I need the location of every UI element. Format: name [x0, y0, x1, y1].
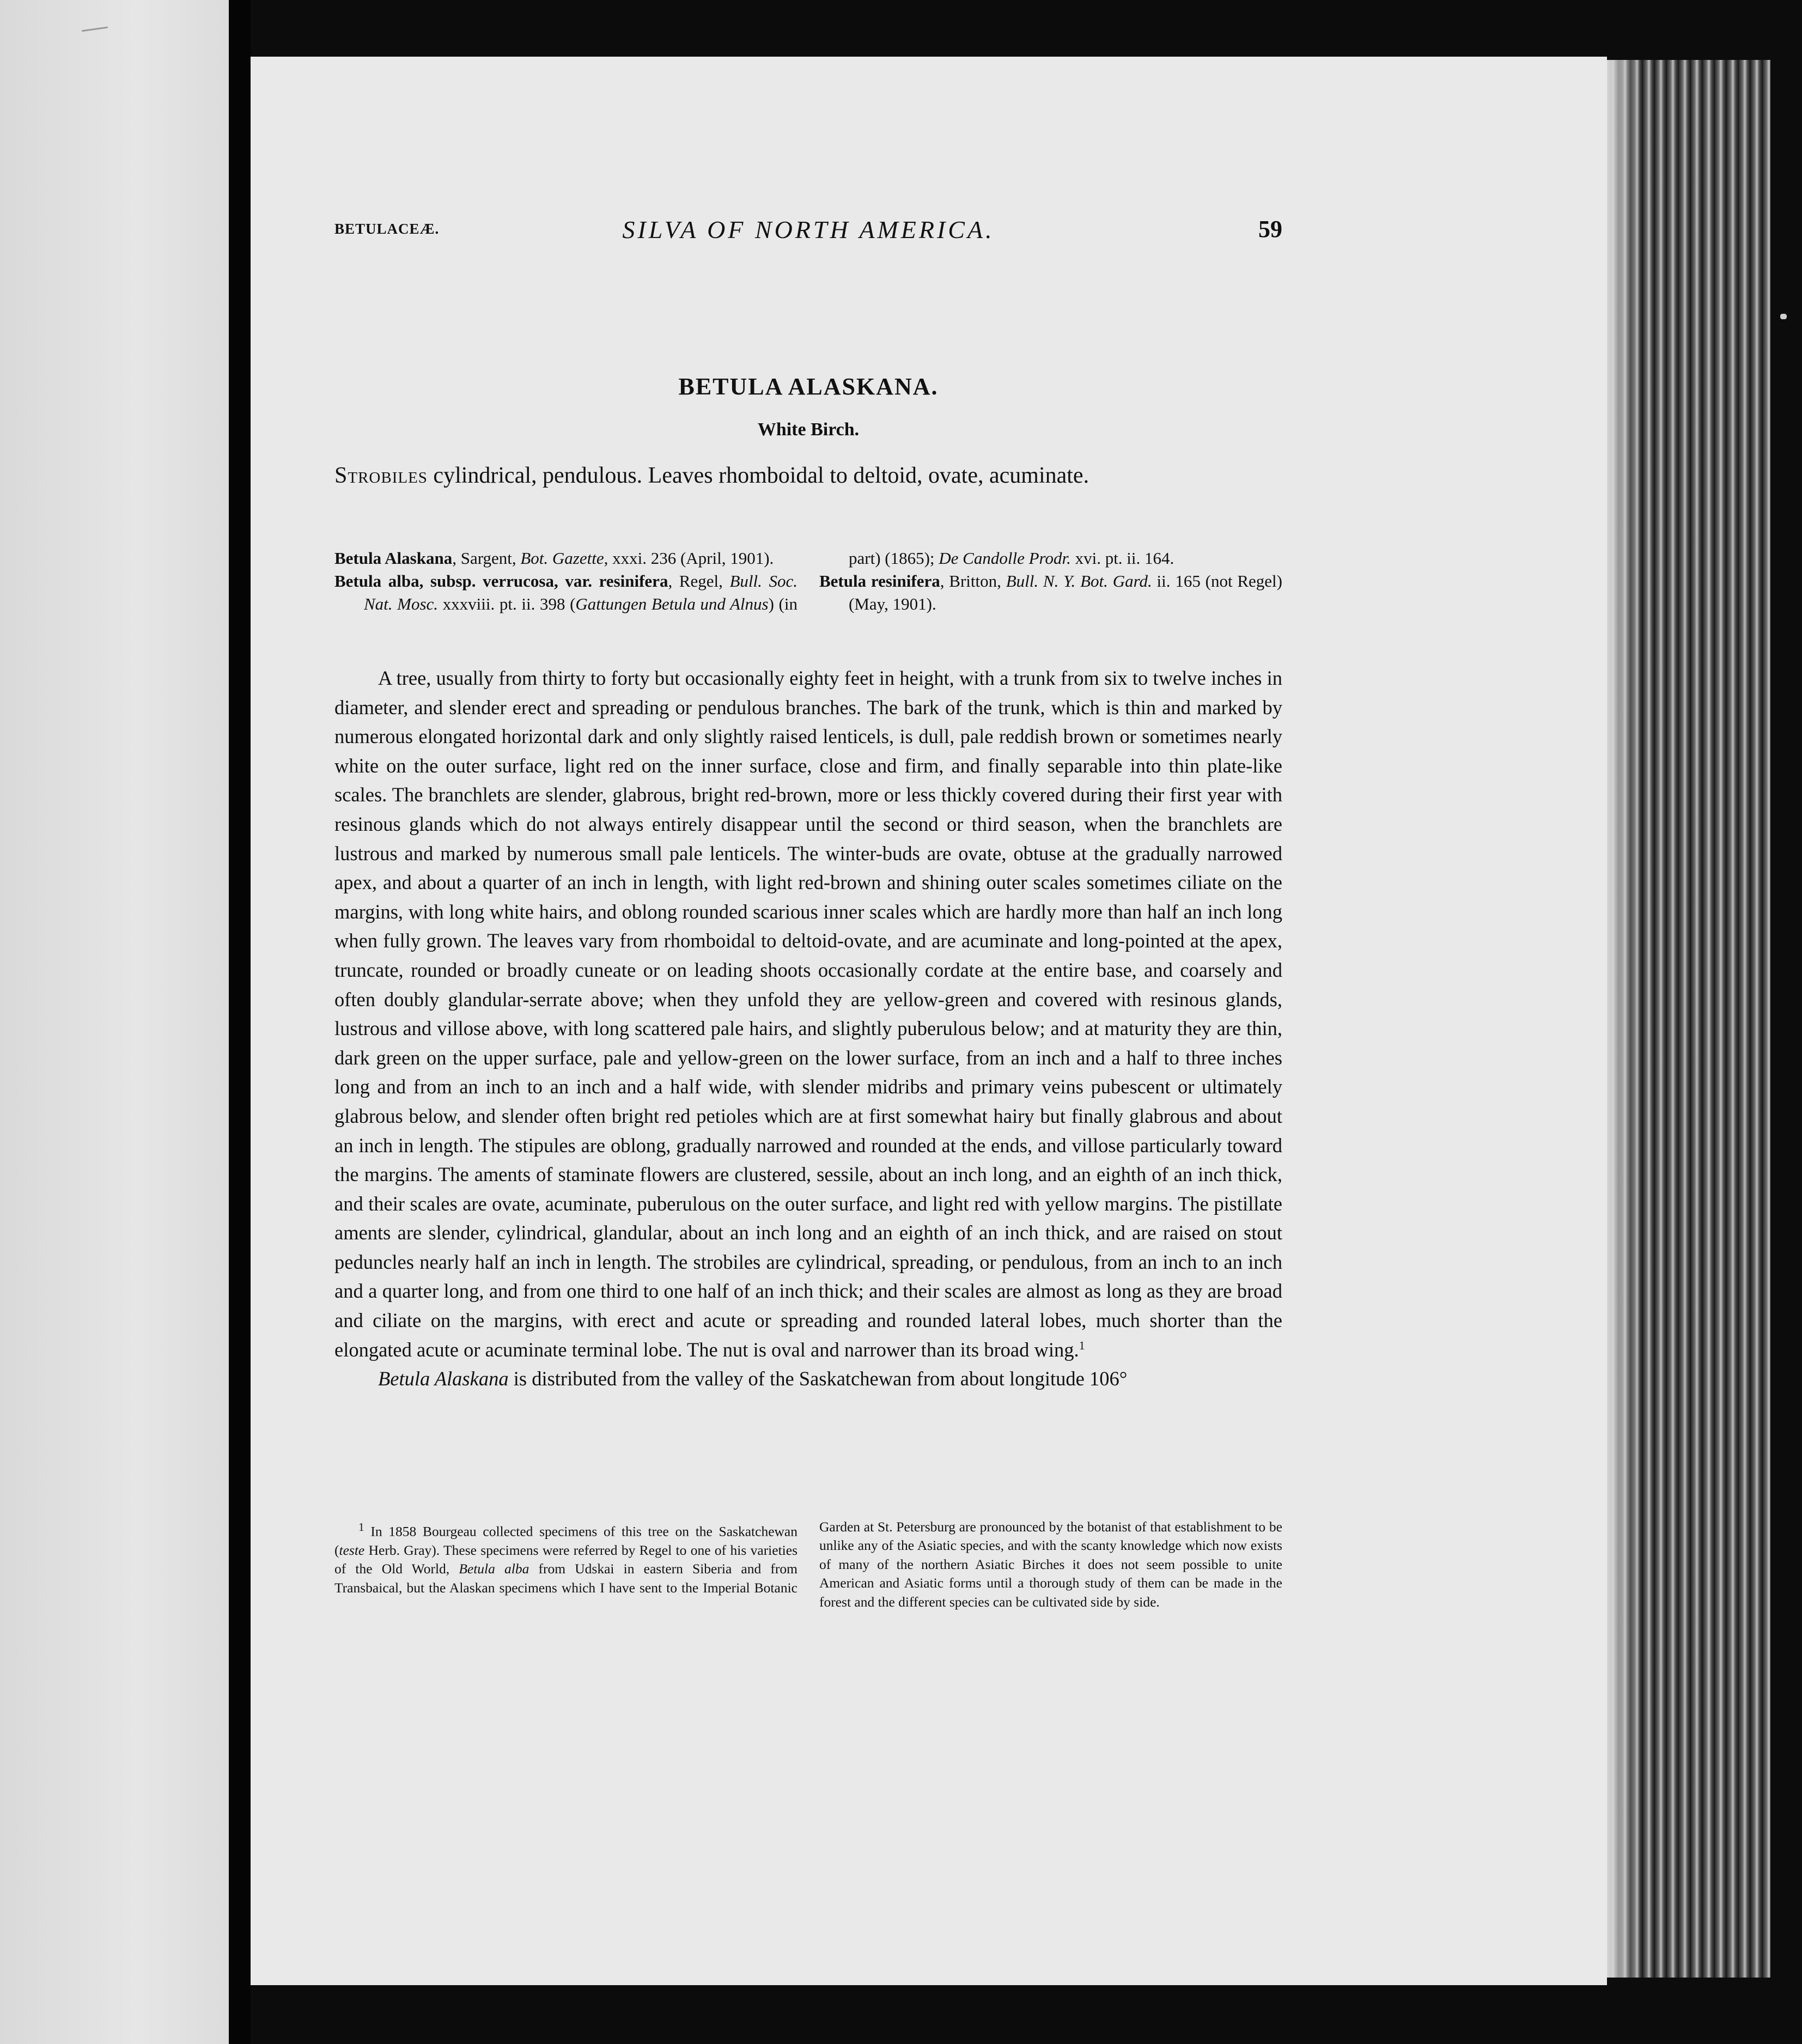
synonym-text: xvi. pt. ii. 164. — [1070, 549, 1174, 568]
distribution-text: is distributed from the valley of the Saskatchewan from about longitude 106° — [508, 1367, 1128, 1390]
synonym-text: ii. 165 (not Regel) (May, 1901). — [849, 571, 1282, 613]
page-edge-shadow — [1607, 60, 1640, 1978]
synonym-text: , Sargent, — [452, 549, 521, 568]
footnotes — [334, 1518, 1282, 1676]
footnote-reference: 1 — [1079, 1338, 1085, 1352]
synonym-citation: Bull. Soc. Nat. Mosc. — [364, 571, 798, 613]
footnote — [334, 1518, 1282, 1611]
running-header — [334, 215, 1282, 248]
running-head-title: SILVA OF NORTH AMERICA. — [622, 216, 995, 244]
synonym-text: ) (in part) (1865); — [768, 549, 939, 613]
synonym-entry — [819, 570, 1282, 616]
synonym-name: Betula Alaskana — [334, 549, 453, 568]
footnote-italic: teste — [339, 1542, 365, 1558]
page-number: 59 — [1258, 216, 1282, 242]
footnote-text: In 1858 Bourgeau collected specimens of this tree on the Saskatchewan ( — [334, 1523, 797, 1558]
description-paragraph — [334, 664, 1282, 1364]
species-name: Betula Alaskana — [378, 1367, 509, 1390]
footnote-italic: Betula alba — [459, 1561, 529, 1577]
synonym-text: , Regel, — [668, 571, 730, 591]
synonym-name: Betula alba, subsp. verrucosa, var. resinifera — [334, 571, 668, 591]
book-spine — [229, 0, 251, 2044]
diagnosis — [334, 461, 1282, 490]
running-head-family: BETULACEÆ. — [334, 221, 440, 237]
footnote-text: Herb. Gray). These specimens were referred by Regel to one of his varieties of the Old World, — [334, 1542, 797, 1577]
scan-speck — [1780, 314, 1787, 319]
synonym-text: , xxxi. 236 (April, 1901). — [604, 549, 774, 568]
synonym-citation: Bot. Gazette — [520, 549, 604, 568]
synonym-citation: De Candolle Prodr. — [939, 549, 1071, 568]
common-name: White Birch. — [757, 419, 860, 440]
diagnosis-lead: Strobiles — [334, 463, 428, 488]
body-text — [334, 664, 1282, 1394]
distribution-paragraph — [334, 1364, 1282, 1394]
synonymy — [334, 547, 1282, 645]
synonym-entry — [334, 547, 797, 570]
synonym-name: Betula resinifera — [819, 571, 940, 591]
description-text: A tree, usually from thirty to forty but occasionally eighty feet in height, with a trunk from six to twelve inches in diameter, and slender erect and spreading or pendulous branches. The bark of the trunk, which is thin and marked by numerous elongated horizontal dark and only slightly raised lenticels, is dull, pale reddish brown or sometimes nearly white on the outer surface, light red on the inner surface, close and firm, and finally separable into thin plate-like scales. The branchlets are slender, glabrous, bright red-brown, more or less thickly covered during their first year with resinous glands which do not always entirely disappear until the second or third season, when the branchlets are lustrous and marked by numerous small pale lenticels. The winter-buds are ovate, obtuse at the gradually narrowed apex, and about a quarter of an inch in length, with light red-brown and shining outer scales sometimes ciliate on the margins, with long white hairs, and oblong rounded scarious inner scales which are hardly more than half an inch long when fully grown. The leaves vary from rhomboidal to deltoid-ovate, and are acuminate and long-pointed at the apex, truncate, rounded or broadly cuneate or on leading shoots occasionally cordate at the entire base, and coarsely and often doubly glandular-serrate above; when they unfold they are yellow-green and covered with resinous glands, lustrous and villose above, with long scattered pale hairs, and slightly puberulous below; and at maturity they are thin, dark green on the upper surface, pale and yellow-green on the lower surface, from an inch and a half to three inches long and from an inch to an inch and a half wide, with slender midribs and primary veins pubescent or ultimately glabrous below, and slender often bright red petioles which are at first somewhat hairy but finally glabrous and about an inch in length. The stipules are oblong, gradually narrowed and rounded at the ends, and villose particularly toward the margins. The aments of staminate flowers are clustered, sessile, about an inch long, and an eighth of an inch thick, and their scales are ovate, acuminate, puberulous on the outer surface, and light red with yellow margins. The pistillate aments are slender, cylindrical, glandular, about an inch long and an eighth of an inch thick, and are raised on stout peduncles nearly half an inch in length. The strobiles are cylindrical, spreading, or pendulous, from an inch to an inch and a quarter long, and from one third to one half of an inch thick; and their scales are almost as long as they are broad and ciliate on the margins, with erect and acute or spreading and rounded lateral lobes, much shorter than the elongated acute or acuminate terminal lobe. The nut is oval and narrower than its broad wing. — [334, 667, 1282, 1361]
synonym-citation: Bull. N. Y. Bot. Gard. — [1006, 571, 1152, 591]
diagnosis-text: cylindrical, pendulous. Leaves rhomboidal to deltoid, ovate, acuminate. — [427, 463, 1089, 488]
synonym-citation: Gattungen Betula und Alnus — [575, 594, 769, 613]
footnote-mark: 1 — [358, 1520, 364, 1534]
article-title: BETULA ALASKANA. — [678, 373, 939, 400]
synonym-text: xxxviii. pt. ii. 398 ( — [438, 594, 576, 613]
synonym-text: , Britton, — [940, 571, 1006, 591]
left-facing-page — [0, 0, 229, 2044]
footnote-text: from Udskai in eastern Siberia and from Transbaical, but the Alaskan specimens which I have sent to the Imperial Botanic Garden at St. Petersburg are pronounced by the botanist of that establishment to be unlike any of the Asiatic species, and with the scanty knowledge which now exists of many of the northern Asiatic Birches it does not seem possible to unite American and Asiatic forms until a thorough study of them can be made in the forest and the different species can be cultivated side by side. — [334, 1519, 1282, 1610]
